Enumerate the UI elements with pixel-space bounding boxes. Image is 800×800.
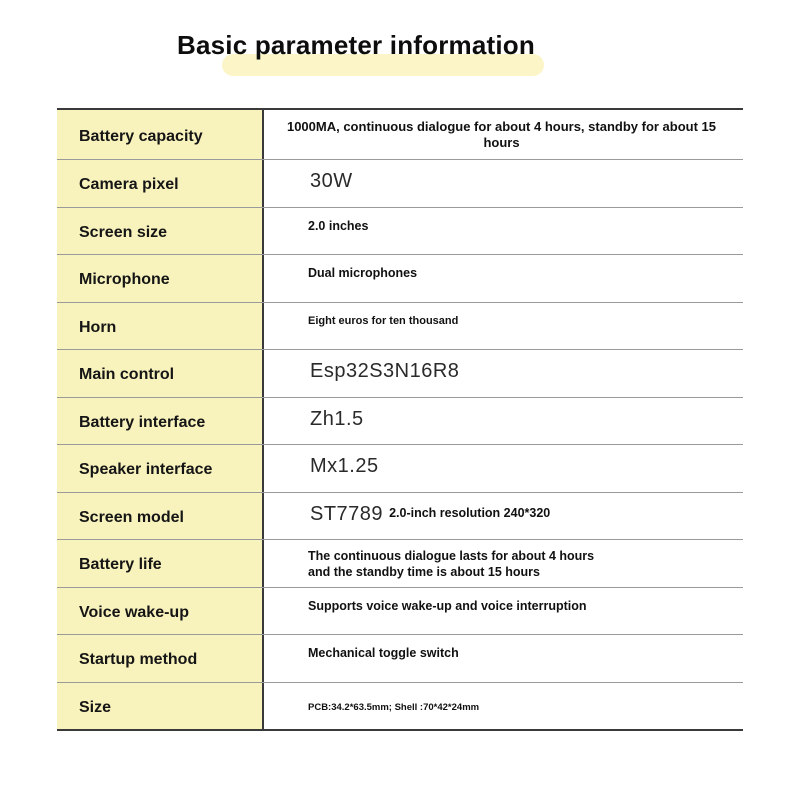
table-row [57, 444, 743, 492]
table-row [57, 587, 743, 635]
table-row [57, 302, 743, 350]
row-value: 1000MA, continuous dialogue for about 4 hours, standby for about 15 hours [286, 119, 717, 150]
row-label: Startup method [57, 635, 264, 682]
row-value-cell [264, 540, 743, 587]
row-value-line: The continuous dialogue lasts for about 4 hours [308, 549, 595, 563]
row-value: Supports voice wake-up and voice interruption [308, 598, 587, 613]
row-value [308, 548, 594, 580]
row-label: Voice wake-up [57, 588, 264, 635]
table-row [57, 254, 743, 302]
table-row [57, 207, 743, 255]
table-row [57, 634, 743, 682]
row-value-cell [264, 160, 743, 207]
row-value-cell [264, 398, 743, 445]
row-value: 30W [310, 170, 353, 192]
row-value: PCB:34.2*63.5mm; Shell :70*42*24mm [308, 701, 480, 713]
row-value-wrap [310, 503, 550, 526]
row-value-note: 2.0-inch resolution 240*320 [389, 505, 551, 520]
row-value-cell [264, 683, 743, 730]
row-value-cell [264, 493, 743, 540]
row-value-cell [264, 588, 743, 635]
row-label: Screen model [57, 493, 264, 540]
row-label: Screen size [57, 208, 264, 255]
table-row [57, 397, 743, 445]
row-label: Battery capacity [57, 110, 264, 159]
row-label: Main control [57, 350, 264, 397]
row-label: Camera pixel [57, 160, 264, 207]
row-value: Mx1.25 [310, 455, 379, 477]
row-label: Speaker interface [57, 445, 264, 492]
table-row [57, 492, 743, 540]
row-value-cell [264, 110, 743, 159]
row-label: Horn [57, 303, 264, 350]
row-value-cell [264, 445, 743, 492]
row-value: Dual microphones [308, 266, 418, 280]
row-value: 2.0 inches [308, 218, 369, 233]
table-row [57, 110, 743, 159]
row-value-cell [264, 208, 743, 255]
row-label: Microphone [57, 255, 264, 302]
title-area [0, 26, 800, 86]
row-label: Battery life [57, 540, 264, 587]
row-value: Zh1.5 [310, 407, 364, 430]
table-row [57, 682, 743, 730]
row-label: Battery interface [57, 398, 264, 445]
row-label: Size [57, 683, 264, 730]
row-value: ST7789 [310, 502, 384, 525]
page-title: Basic parameter information [177, 30, 535, 60]
row-value: Mechanical toggle switch [308, 646, 459, 660]
row-value: Eight euros for ten thousand [308, 314, 459, 327]
row-value: Esp32S3N16R8 [310, 360, 460, 382]
row-value-line: and the standby time is about 15 hours [308, 565, 540, 579]
row-value-cell [264, 255, 743, 302]
row-value-cell [264, 303, 743, 350]
parameter-table [57, 108, 743, 731]
table-row [57, 539, 743, 587]
table-row [57, 159, 743, 207]
row-value-cell [264, 350, 743, 397]
row-value-cell [264, 635, 743, 682]
table-row [57, 349, 743, 397]
